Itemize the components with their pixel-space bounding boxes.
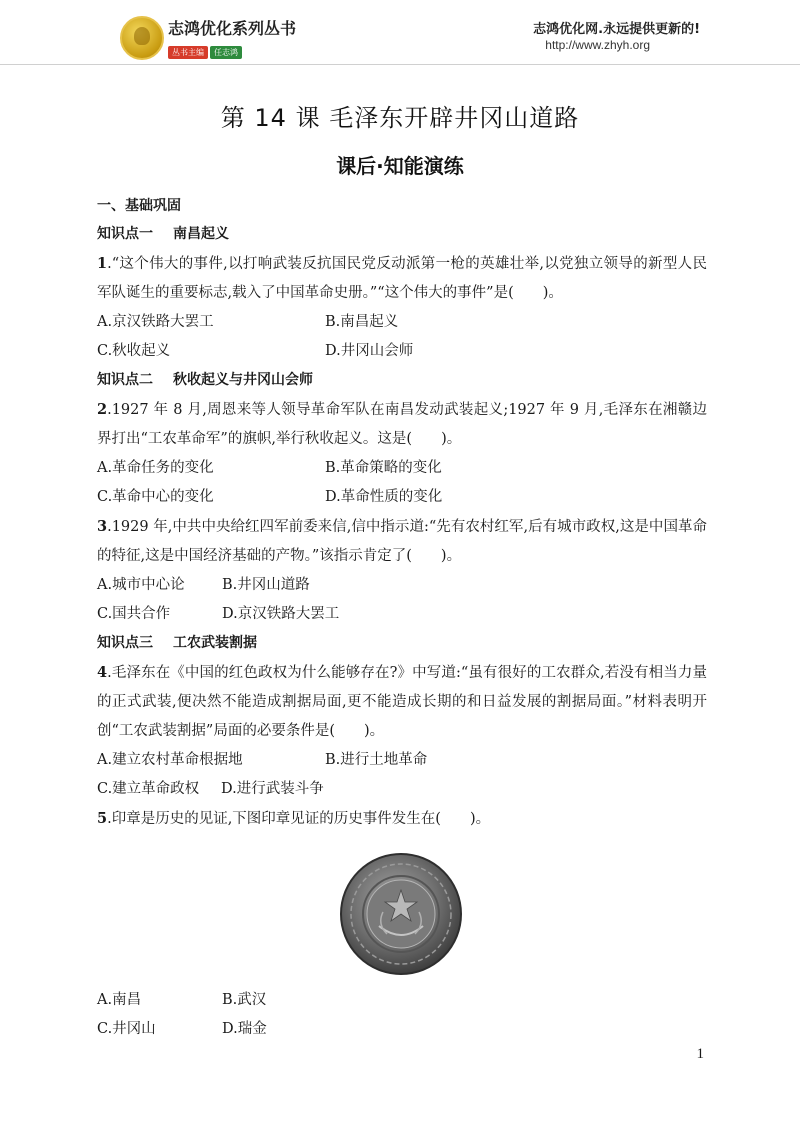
site-url[interactable]: http://www.zhyh.org [545,38,650,52]
option-c[interactable]: C.国共合作 [97,606,171,622]
option-c[interactable]: C.秋收起义 [97,343,171,359]
question-text: .1929 年,中共中央给红四军前委来信,信中指示道:“先有农村红军,后有城市政权,这是中国革命的特征,这是中国经济基础的产物。”该指示肯定了( )。 [97,519,707,564]
option-row [97,986,707,1015]
seal-image [339,852,463,976]
question-3 [97,512,707,571]
option-c[interactable]: C.革命中心的变化 [97,489,214,505]
editor-credit [168,40,242,59]
option-b[interactable]: B.进行土地革命 [325,752,428,768]
option-a[interactable]: A.革命任务的变化 [97,460,214,476]
option-d[interactable]: D.瑞金 [222,1021,267,1037]
option-row [97,1015,707,1044]
knowledge-point-1 [97,220,707,249]
page-number: 1 [696,1046,704,1062]
option-b[interactable]: B.井冈山道路 [222,577,310,593]
question-5 [97,804,707,834]
question-number: 2 [97,401,108,418]
section-heading: 一、基础巩固 [97,198,181,214]
option-c[interactable]: C.建立革命政权 [97,781,200,797]
option-row [97,600,707,629]
editor-tag: 丛书主编 [168,46,208,59]
editor-name: 任志鸿 [210,46,242,59]
exercise-subtitle: 课后·知能演练 [336,154,464,178]
option-row [97,571,707,600]
question-1 [97,249,707,308]
option-b[interactable]: B.南昌起义 [325,314,399,330]
header-divider [0,64,800,65]
point-name: 秋收起义与井冈山会师 [173,372,313,388]
option-a[interactable]: A.京汉铁路大罢工 [97,314,214,330]
question-number: 1 [97,255,108,272]
option-a[interactable]: A.南昌 [97,992,142,1008]
logo-emblem-icon [120,16,164,60]
point-name: 南昌起义 [173,226,229,242]
question-text: .毛泽东在《中国的红色政权为什么能够存在?》中写道:“虽有很好的工农群众,若没有相当力量的正式武装,便决然不能造成割据局面,更不能造成长期的和日益发展的割据局面。”材料表明开创“工农武装割据”局面的必要条件是( )。 [97,665,707,739]
option-a[interactable]: A.城市中心论 [97,577,185,593]
point-label: 知识点三 [97,635,153,651]
lesson-title: 第 14 课 毛泽东开辟井冈山道路 [220,104,580,132]
question-number: 5 [97,810,108,827]
knowledge-point-3 [97,629,707,658]
option-d[interactable]: D.井冈山会师 [325,343,414,359]
option-b[interactable]: B.武汉 [222,992,267,1008]
option-b[interactable]: B.革命策略的变化 [325,460,442,476]
point-label: 知识点一 [97,226,153,242]
option-row [97,337,707,366]
option-row [97,483,707,512]
option-row [97,746,707,775]
page-header [0,0,800,62]
option-c[interactable]: C.井冈山 [97,1021,156,1037]
series-title: 志鸿优化系列丛书 [168,19,297,38]
option-d[interactable]: D.革命性质的变化 [325,489,443,505]
option-a[interactable]: A.建立农村革命根据地 [97,752,243,768]
question-text: .印章是历史的见证,下图印章见证的历史事件发生在( )。 [107,811,491,827]
question-text: .“这个伟大的事件,以打响武装反抗国民党反动派第一枪的英雄壮举,以党独立领导的新型人民军队诞生的重要标志,载入了中国革命史册。”“这个伟大的事件”是( )。 [97,256,707,301]
point-label: 知识点二 [97,372,153,388]
question-text: .1927 年 8 月,周恩来等人领导革命军队在南昌发动武装起义;1927 年 9 月,毛泽东在湘赣边界打出“工农革命军”的旗帜,举行秋收起义。这是( )。 [97,402,707,447]
exercise-content [97,192,707,1044]
knowledge-point-2 [97,366,707,395]
question-4 [97,658,707,746]
option-d[interactable]: D.进行武装斗争 [221,781,324,797]
option-row [97,308,707,337]
question-number: 3 [97,518,108,535]
question-2 [97,395,707,454]
question-number: 4 [97,664,108,681]
option-row [97,775,707,804]
site-slogan: 志鸿优化网.永远提供更新的! [533,22,700,37]
point-name: 工农武装割据 [173,635,257,651]
option-row [97,454,707,483]
option-d[interactable]: D.京汉铁路大罢工 [222,606,340,622]
